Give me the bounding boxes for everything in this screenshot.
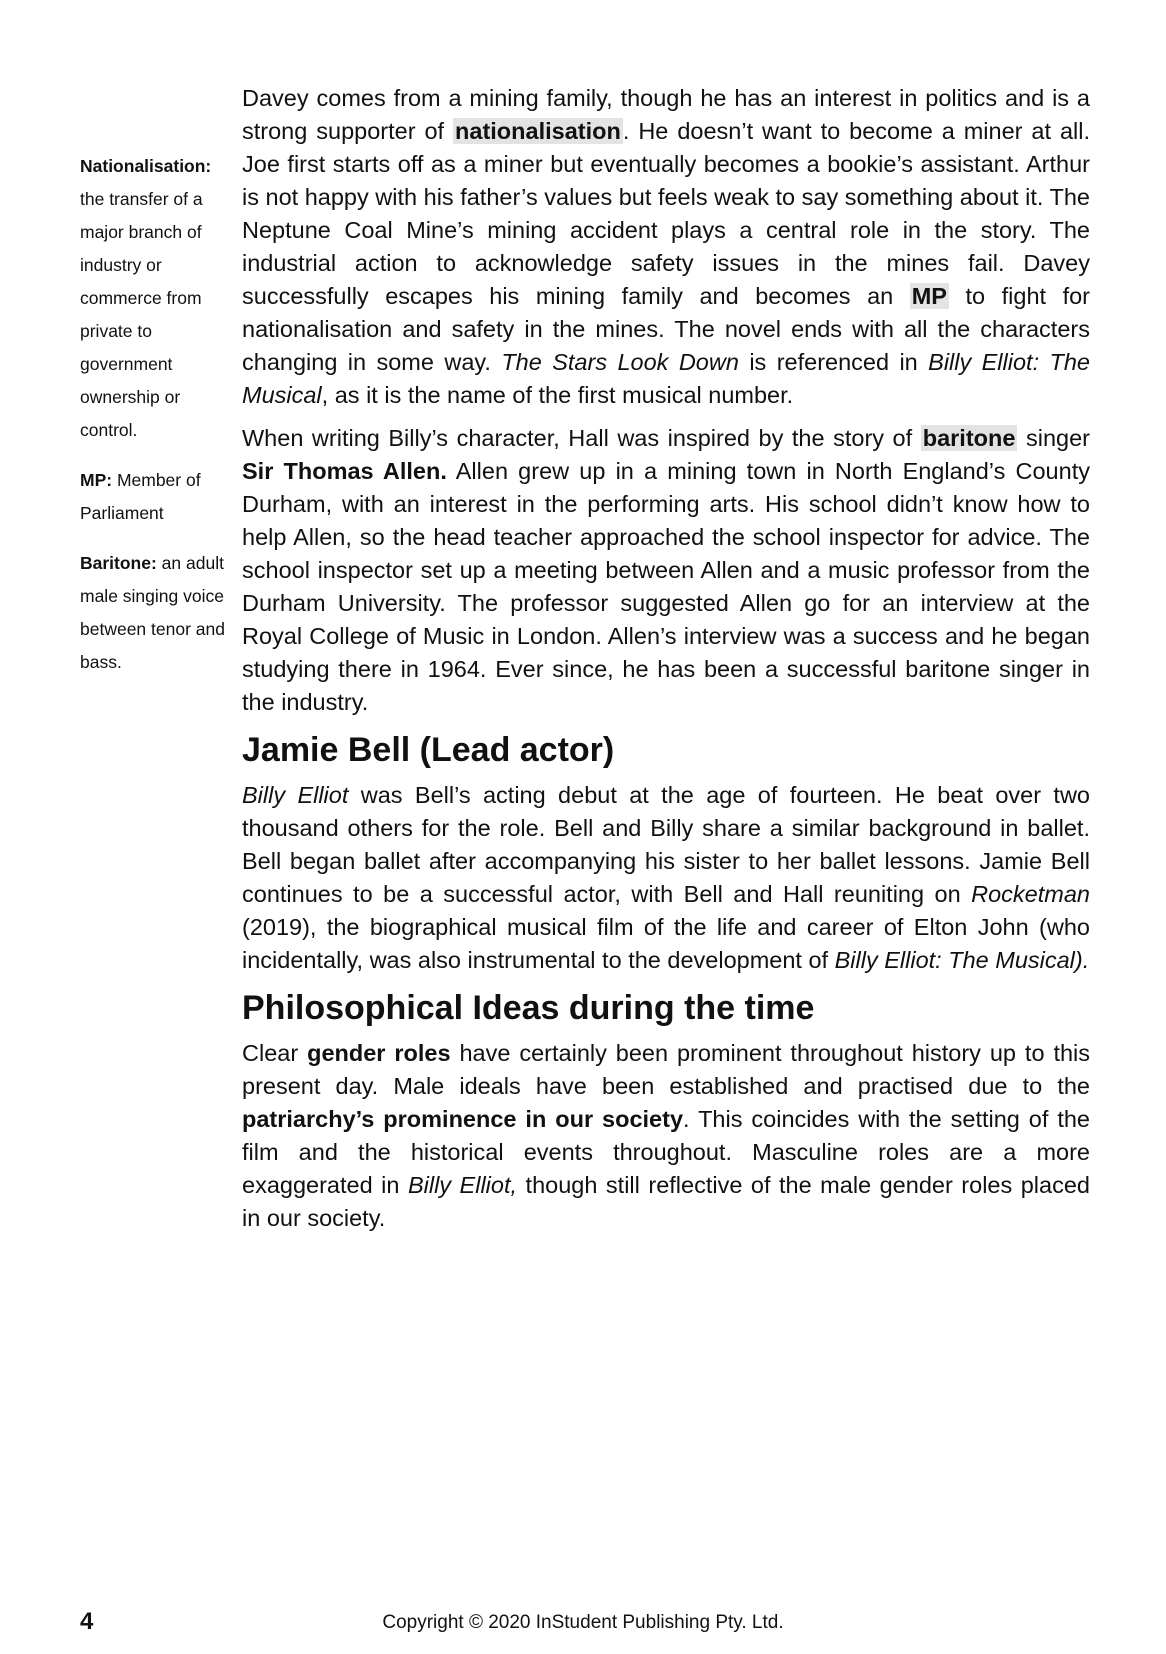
margin-note-nationalisation — [80, 150, 230, 447]
heading-jamie-bell: Jamie Bell (Lead actor) — [242, 731, 615, 769]
main-content — [242, 82, 1090, 1245]
italic-title: Rocketman — [971, 881, 1090, 907]
heading-philosophical-ideas: Philosophical Ideas during the time — [242, 989, 815, 1027]
note-definition: Member of Parliament — [80, 470, 201, 523]
text: . He doesn’t want to become a miner at all. Joe first starts off as a miner but eventually becomes a bookie’s assistant. Arthur is not happy with his father’s values but feels weak to say something about it. The Neptune Coal Mine’s mining accident plays a central role in the story. The industrial action to acknowledge safety issues in the mines fail. Davey successfully escapes his mining family and becomes an — [242, 118, 1091, 309]
italic-title: Billy Elliot — [242, 782, 349, 808]
text: is referenced in — [738, 349, 929, 375]
text: (2019), the biographical musical film of the life and career of Elton John (who incidentally, was also instrumental to the development of — [242, 914, 1090, 973]
text: was Bell’s acting debut at the age of fourteen. He beat over two thousand others for the role. Bell and Billy share a similar background in ballet. Bell began ballet after accompanying his sister to her ballet lessons. Jamie Bell continues to be a successful actor, with Bell and Hall reuniting on — [242, 782, 1090, 907]
note-term: Baritone: — [80, 553, 157, 573]
paragraph-gender-roles — [242, 1037, 1090, 1235]
highlight-mp: MP — [911, 283, 947, 309]
margin-note-baritone — [80, 547, 230, 679]
text: When writing Billy’s character, Hall was inspired by the story of — [242, 425, 921, 451]
paragraph-thomas-allen — [242, 422, 1090, 719]
text: , as it is the name of the first musical number. — [321, 382, 794, 408]
note-definition: an adult male singing voice between tenor and bass. — [80, 553, 225, 672]
page-number: 4 — [80, 1608, 94, 1635]
margin-notes — [80, 150, 230, 696]
highlight-nationalisation: nationalisation — [455, 118, 621, 144]
text: singer — [1017, 425, 1090, 451]
highlight-baritone: baritone — [922, 425, 1016, 451]
text: to fight for nationalisation and safety in the mines. The novel ends with all the characters changing in some way. — [242, 283, 1090, 375]
paragraph-jamie-bell — [242, 779, 1090, 977]
note-term: Nationalisation: — [80, 156, 212, 176]
bold-term: patriarchy’s prominence in our society — [242, 1106, 684, 1132]
text: Davey comes from a mining family, though he has an interest in politics and is a strong supporter of — [242, 85, 1090, 144]
bold-term: gender roles — [307, 1040, 451, 1066]
italic-title: The Stars Look Down — [501, 349, 739, 375]
text: Allen grew up in a mining town in North England’s County Durham, with an interest in the performing arts. His school didn’t know how to help Allen, so the head teacher approached the school inspector for advice. The school inspector set up a meeting between Allen and a music professor from the Durham University. The professor suggested Allen go for an interview at the Royal College of Music in London. Allen’s interview was a success and he began studying there in 1964. Ever since, he has been a successful baritone singer in the industry. — [242, 458, 1090, 715]
paragraph-stars-look-down — [242, 82, 1090, 412]
copyright-notice: Copyright © 2020 InStudent Publishing Pty. Ltd. — [382, 1612, 784, 1633]
margin-note-mp — [80, 464, 230, 530]
text: have certainly been prominent throughout history up to this present day. Male ideals have been established and practised due to the — [242, 1040, 1091, 1099]
text: . This coincides with the setting of the film and the historical events throughout. Masculine roles are a more exaggerated in — [242, 1106, 1091, 1198]
note-definition: the transfer of a major branch of industry or commerce from private to government ownership or control. — [80, 189, 203, 440]
text: Clear — [242, 1040, 308, 1066]
italic-title: Billy Elliot, — [407, 1172, 518, 1198]
text: though still reflective of the male gender roles placed in our society. — [242, 1172, 1090, 1231]
italic-title: Billy Elliot: The Musical). — [834, 947, 1090, 973]
note-term: MP: — [80, 470, 113, 490]
bold-name: Sir Thomas Allen. — [242, 458, 447, 484]
italic-title: Billy Elliot: The Musical — [242, 349, 1090, 408]
